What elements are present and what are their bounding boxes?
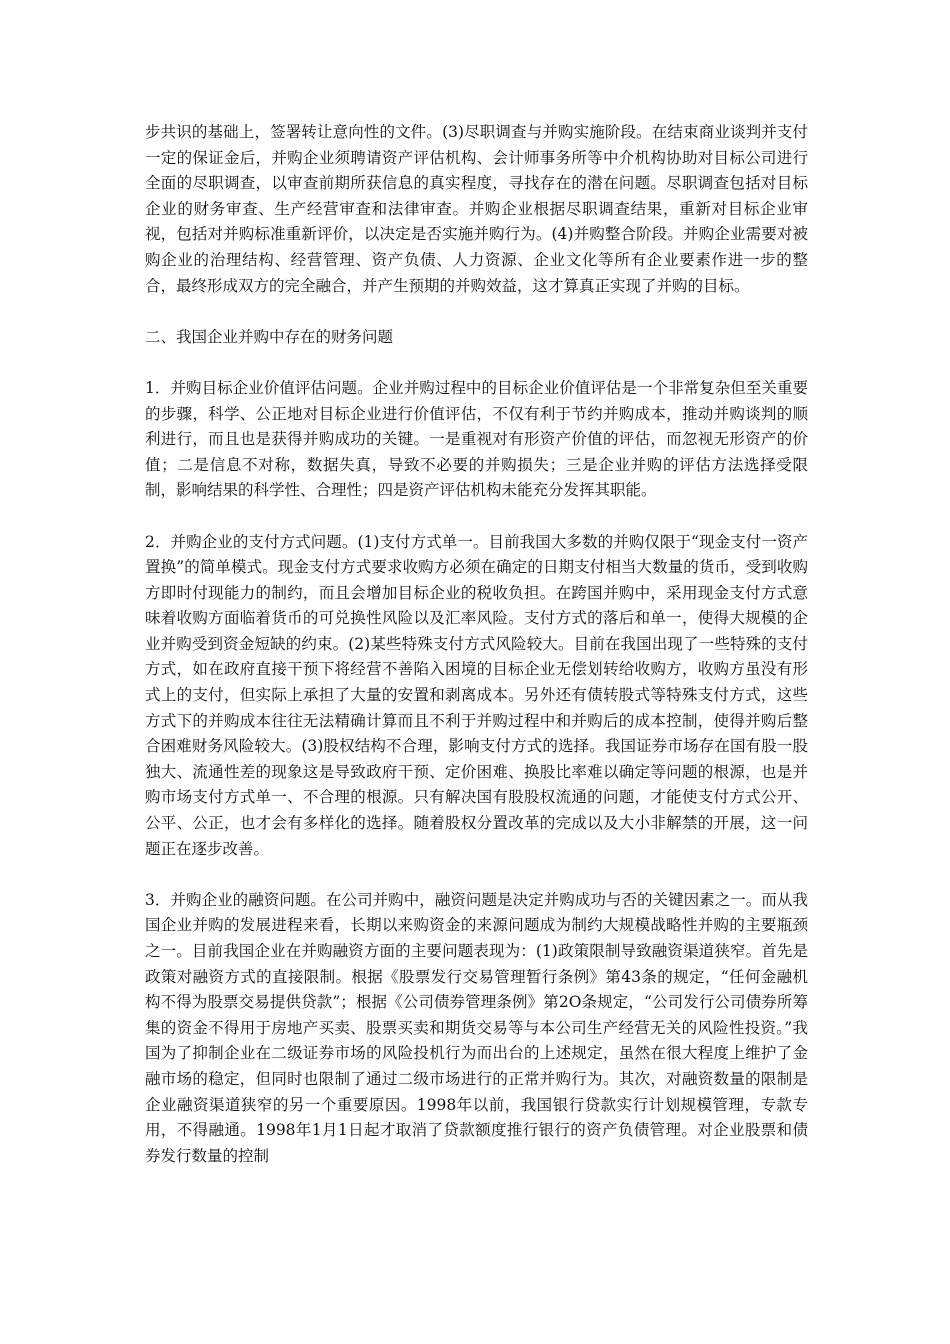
paragraph-due-diligence-stages: 步共识的基础上，签署转让意向性的文件。(3)尽职调查与并购实施阶段。在结束商业谈判并支付一定的保证金后，并购企业须聘请资产评估机构、会计师事务所等中介机构协助对目标公司进行全面的尽职调查，以审查前期所获信息的真实程度，寻找存在的潜在问题。尽职调查包括对目标企业的财务审查、生产经营审查和法律审查。并购企业根据尽职调查结果，重新对目标企业审视，包括对并购标准重新评价，以决定是否实施并购行为。(4)并购整合阶段。并购企业需要对被购企业的治理结构、经营管理、资产负债、人力资源、企业文化等所有企业要素作进一步的整合，最终形成双方的完全融合，并产生预期的并购效益，这才算真正实现了并购的目标。 (145, 123, 808, 295)
section-heading: 二、我国企业并购中存在的财务问题 (145, 327, 394, 346)
paragraph-financing-issue: 3．并购企业的融资问题。在公司并购中，融资问题是决定并购成功与否的关键因素之一。而从我国企业并购的发展进程来看，长期以来购资金的来源问题成为制约大规模战略性并购的主要瓶颈之一。目前我国企业在并购融资方面的主要问题表现为：(1)政策限制导致融资渠道狭窄。首先是政策对融资方式的直接限制。根据《股票发行交易管理暂行条例》第43条的规定，“任何金融机构不得为股票交易提供贷款”；根据《公司债券管理条例》第2O条规定，“公司发行公司债券所筹集的资金不得用于房地产买卖、股票买卖和期货交易等与本公司生产经营无关的风险性投资。”我国为了抑制企业在二级证券市场的风险投机行为而出台的上述规定，虽然在很大程度上维护了金融市场的稳定，但同时也限制了通过二级市场进行的正常并购行为。其次，对融资数量的限制是企业融资渠道狭窄的另一个重要原因。1998年以前，我国银行贷款实行计划规模管理，专款专用，不得融通。1998年1月1日起才取消了贷款额度推行银行的资产负债管理。对企业股票和债券发行数量的控制 (145, 890, 808, 1165)
document-body (145, 120, 808, 1195)
paragraph-valuation-issue: 1．并购目标企业价值评估问题。企业并购过程中的目标企业价值评估是一个非常复杂但至关重要的步骤，科学、公正地对目标企业进行价值评估，不仅有利于节约并购成本，推动并购谈判的顺利进行，而且也是获得并购成功的关键。一是重视对有形资产价值的评估，而忽视无形资产的价值；二是信息不对称，数据失真，导致不必要的并购损失；三是企业并购的评估方法选择受限制，影响结果的科学性、合理性；四是资产评估机构未能充分发挥其职能。 (145, 378, 808, 500)
paragraph-payment-issue: 2．并购企业的支付方式问题。(1)支付方式单一。目前我国大多数的并购仅限于“现金支付一资产置换”的简单模式。现金支付方式要求收购方必须在确定的日期支付相当大数量的货币，受到收购方即时付现能力的制约，而且会增加目标企业的税收负担。在跨国并购中，采用现金支付方式意味着收购方面临着货币的可兑换性风险以及汇率风险。支付方式的落后和单一，使得大规模的企业并购受到资金短缺的约束。(2)某些特殊支付方式风险较大。目前在我国出现了一些特殊的支付方式，如在政府直接干预下将经营不善陷入困境的目标企业无偿划转给收购方，收购方虽没有形式上的支付，但实际上承担了大量的安置和剥离成本。另外还有债转股式等特殊支付方式，这些方式下的并购成本往往无法精确计算而且不利于并购过程中和并购后的成本控制，使得并购后整合困难财务风险较大。(3)股权结构不合理，影响支付方式的选择。我国证券市场存在国有股一股独大、流通性差的现象这是导致政府干预、定价困难、换股比率难以确定等问题的根源，也是并购市场支付方式单一、不合理的根源。只有解决国有股股权流通的问题，才能使支付方式公开、公平、公正，也才会有多样化的选择。随着股权分置改革的完成以及大小非解禁的开展，这一问题正在逐步改善。 (145, 532, 808, 858)
